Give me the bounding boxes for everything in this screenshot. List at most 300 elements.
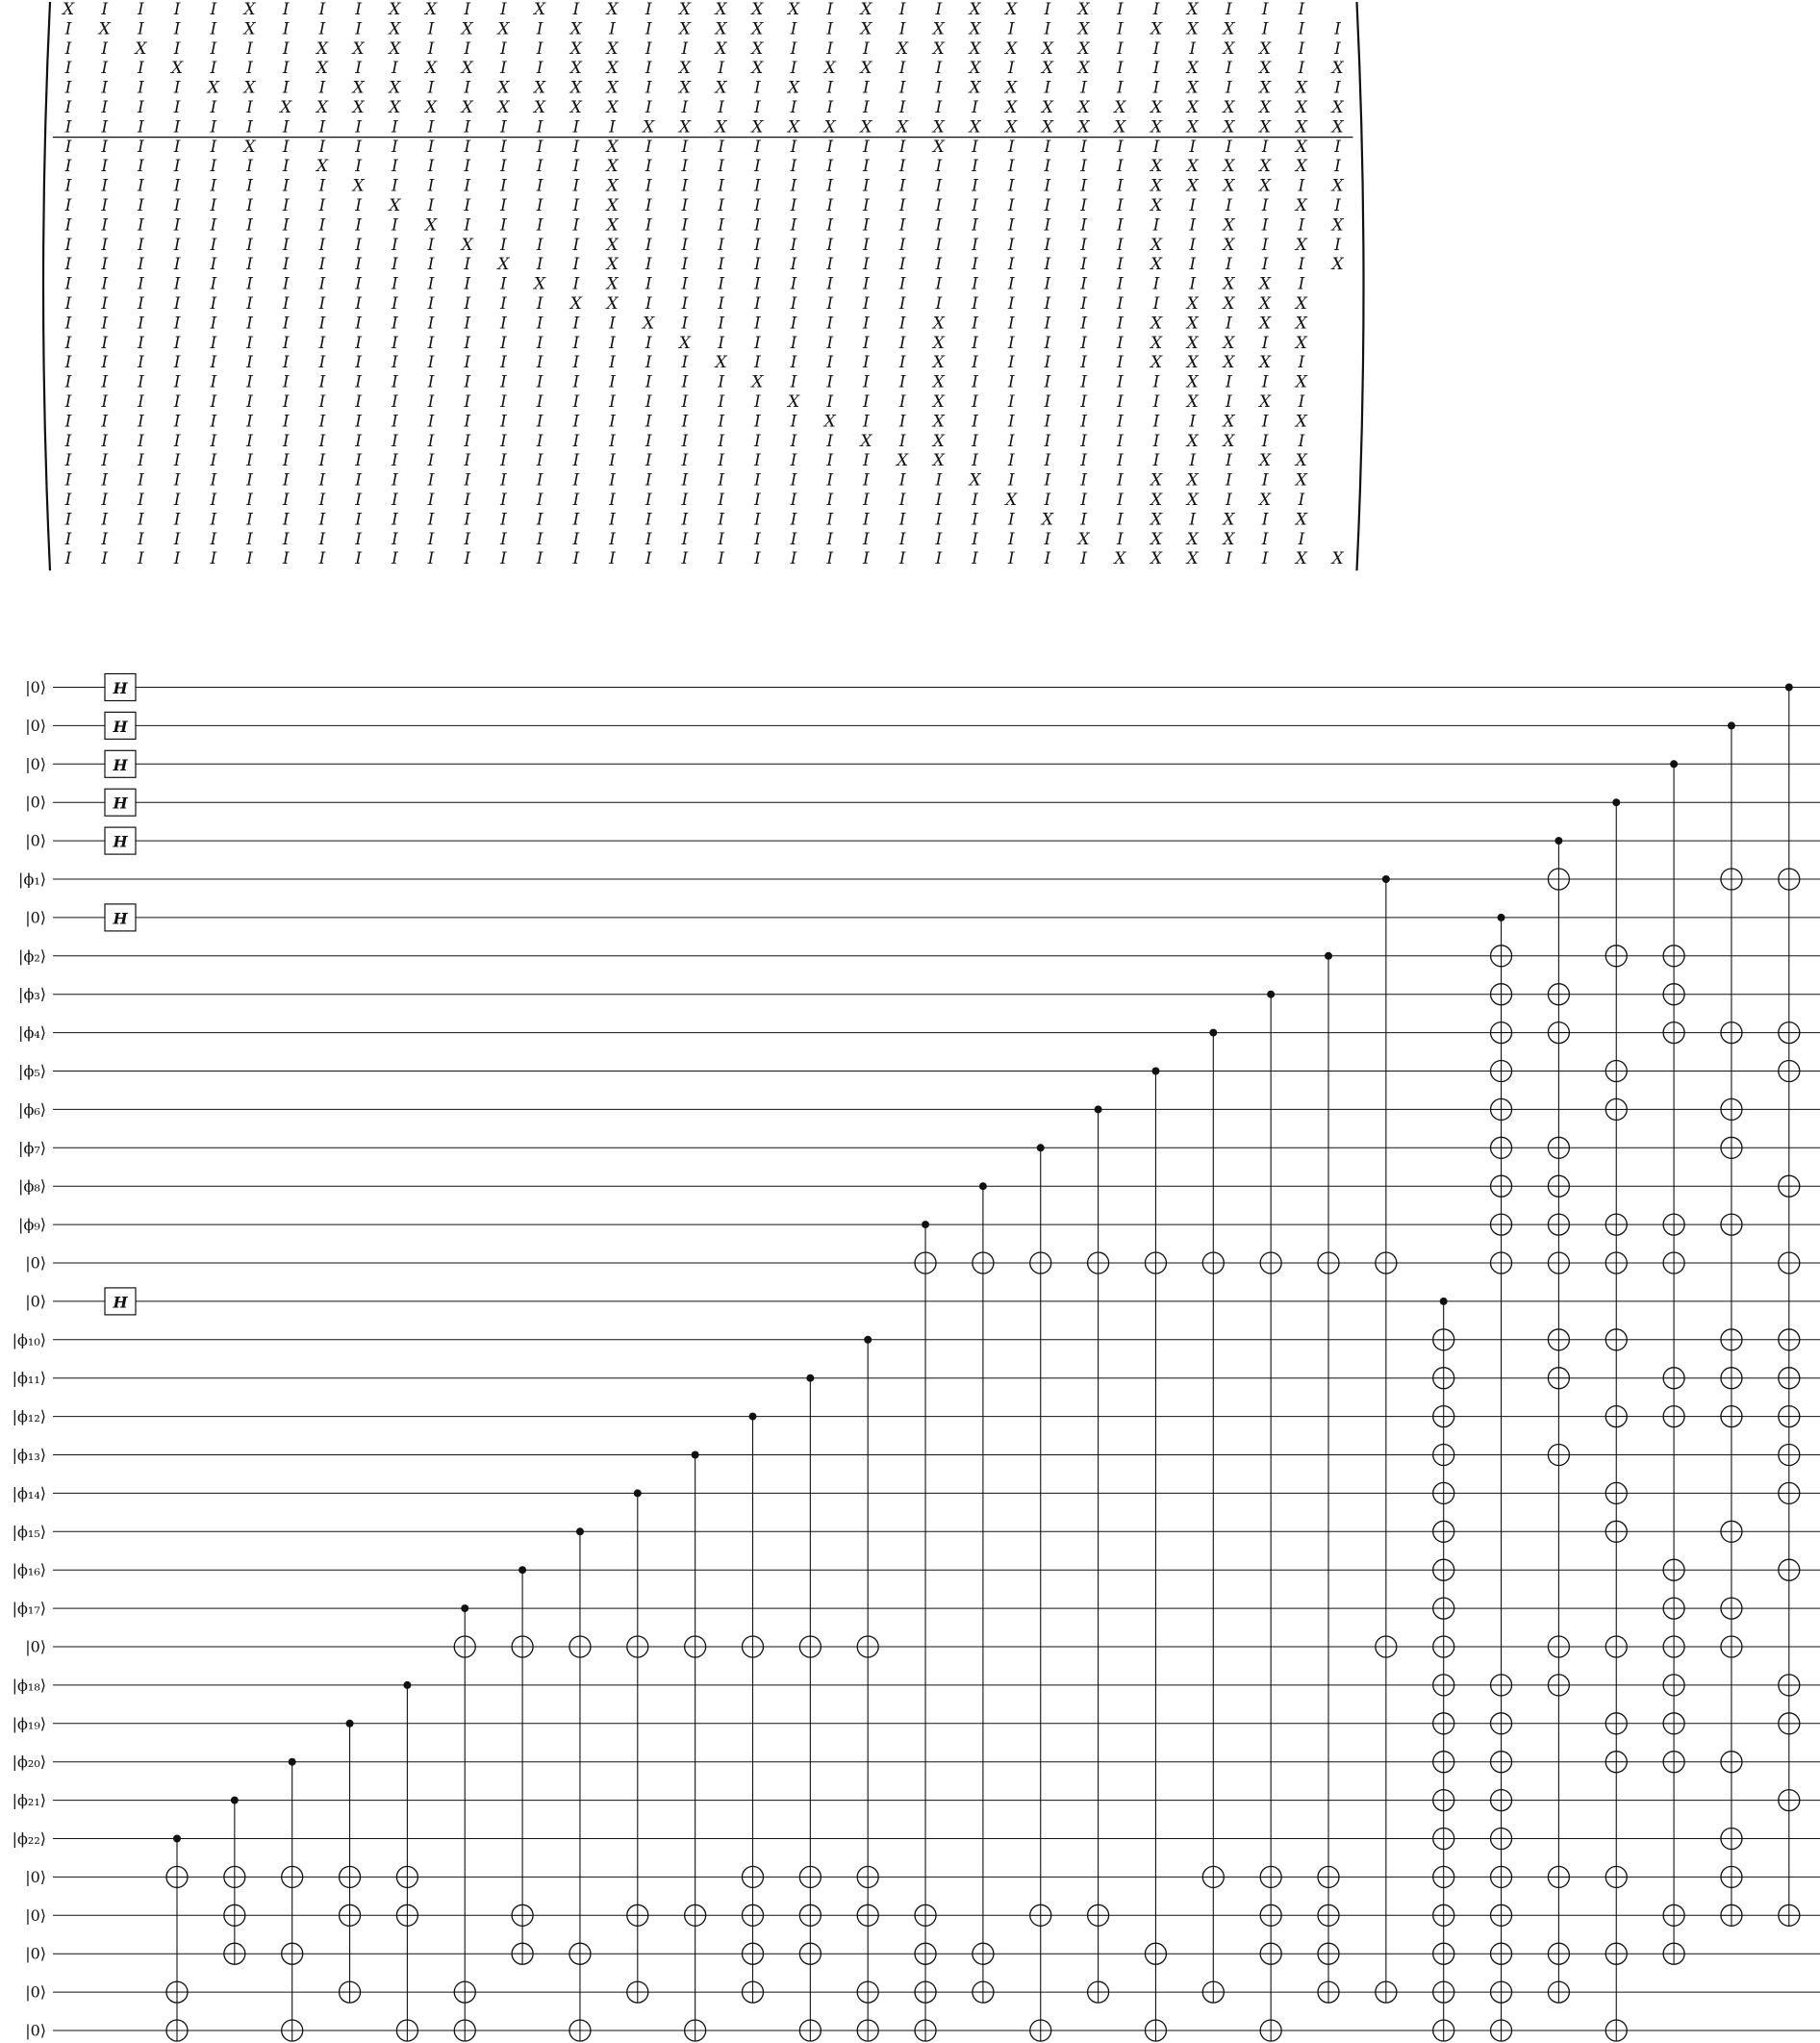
matrix-entry: I <box>609 510 616 530</box>
matrix-entry: I <box>173 215 181 236</box>
wire-label: |ϕ₉⟩ <box>18 1215 46 1234</box>
matrix-entry: I <box>681 137 689 157</box>
matrix-entry: I <box>609 392 616 412</box>
matrix-entry: X <box>534 274 546 294</box>
target-oplus <box>1318 1943 1339 1964</box>
matrix-entry: I <box>1080 431 1087 451</box>
matrix-entry: I <box>1044 372 1051 392</box>
matrix-entry: X <box>1186 59 1199 79</box>
cnot-gate <box>915 1221 936 2041</box>
matrix-entry: X <box>1223 117 1235 138</box>
matrix-entry: I <box>572 451 580 471</box>
matrix-entry: I <box>826 255 834 275</box>
matrix-entry: X <box>424 59 438 79</box>
matrix-entry: X <box>1295 98 1307 117</box>
cnot-gate <box>224 1797 245 1965</box>
target-oplus <box>1260 1904 1281 1926</box>
matrix-entry: I <box>282 176 290 196</box>
matrix-entry: I <box>355 215 362 236</box>
matrix-entry: I <box>572 470 580 491</box>
matrix-entry: I <box>536 137 543 157</box>
matrix-entry: I <box>1116 529 1124 549</box>
matrix-entry: I <box>935 529 943 549</box>
target-oplus <box>1721 1829 1742 1850</box>
matrix-entry: I <box>935 235 943 255</box>
matrix-entry: I <box>898 353 906 373</box>
matrix-entry: I <box>318 510 326 530</box>
target-oplus <box>857 2020 878 2041</box>
matrix-entry: I <box>1044 491 1051 510</box>
matrix-entry: X <box>1259 451 1272 471</box>
matrix-entry: X <box>461 235 473 255</box>
target-oplus <box>1663 1406 1684 1427</box>
matrix-entry: I <box>173 38 181 59</box>
matrix-entry: I <box>138 176 144 196</box>
matrix-entry: I <box>1044 235 1051 255</box>
matrix-entry: X <box>1295 333 1307 353</box>
matrix-entry: I <box>1080 215 1087 236</box>
matrix-entry: I <box>718 215 724 236</box>
matrix-entry: I <box>826 549 834 569</box>
target-oplus <box>1663 1214 1684 1235</box>
matrix-entry: I <box>1298 59 1305 79</box>
matrix-entry: X <box>1295 314 1307 334</box>
target-oplus <box>224 1866 245 1887</box>
matrix-entry: I <box>681 235 689 255</box>
matrix-entry: I <box>681 451 689 471</box>
matrix-entry: I <box>1226 78 1232 98</box>
matrix-entry: I <box>210 549 217 569</box>
matrix-entry: I <box>898 491 906 510</box>
target-oplus <box>1433 1329 1454 1350</box>
matrix-entry: I <box>1226 549 1232 569</box>
matrix-entry: X <box>1259 78 1272 98</box>
matrix-entry: X <box>606 274 619 294</box>
matrix-entry: I <box>1044 529 1051 549</box>
matrix-entry: I <box>863 98 870 117</box>
matrix-entry: I <box>753 235 761 255</box>
matrix-entry: X <box>62 0 75 19</box>
matrix-entry: I <box>173 529 181 549</box>
wire-label: |ϕ₄⟩ <box>18 1023 46 1043</box>
matrix-entry: I <box>1080 353 1087 373</box>
matrix-entry: I <box>681 491 689 510</box>
matrix-entry: I <box>1298 38 1305 59</box>
matrix-entry: I <box>101 314 109 334</box>
matrix-entry: I <box>1261 412 1269 432</box>
matrix-entry: I <box>898 392 906 412</box>
hadamard-gate <box>105 827 136 854</box>
matrix-entry: I <box>1116 176 1124 196</box>
matrix-entry: I <box>1007 510 1015 530</box>
matrix-entry: X <box>1223 333 1235 353</box>
target-oplus <box>224 1943 245 1964</box>
matrix-entry: I <box>1007 333 1015 353</box>
matrix-entry: I <box>64 392 72 412</box>
matrix-entry: X <box>1150 333 1163 353</box>
matrix-entry: I <box>282 491 290 510</box>
matrix-entry: I <box>753 412 761 432</box>
matrix-entry: X <box>1295 451 1307 471</box>
matrix-entry: I <box>718 491 724 510</box>
matrix-entry: I <box>173 117 181 138</box>
matrix-entry: I <box>355 412 362 432</box>
matrix-entry: I <box>210 510 217 530</box>
target-oplus <box>166 2020 188 2041</box>
matrix-entry: X <box>932 137 945 157</box>
matrix-entry: I <box>391 314 398 334</box>
matrix-entry: X <box>1150 491 1163 510</box>
matrix-entry: X <box>497 78 510 98</box>
matrix-entry: I <box>1226 470 1232 491</box>
matrix-entry: X <box>1077 19 1090 39</box>
matrix-entry: I <box>826 235 834 255</box>
matrix-entry: I <box>972 215 978 236</box>
matrix-entry: I <box>64 294 72 314</box>
matrix-entry: I <box>500 38 507 59</box>
matrix-entry: I <box>572 333 580 353</box>
matrix-entry: I <box>1080 78 1087 98</box>
matrix-entry: I <box>500 176 507 196</box>
matrix-entry: I <box>536 510 543 530</box>
matrix-entry: I <box>572 372 580 392</box>
matrix-entry: I <box>210 353 217 373</box>
matrix-entry: I <box>1116 274 1124 294</box>
matrix-entry: I <box>972 392 978 412</box>
target-oplus <box>1721 1406 1742 1427</box>
control-dot <box>979 1182 987 1190</box>
matrix-entry: I <box>355 392 362 412</box>
matrix-entry: I <box>1080 314 1087 334</box>
matrix-entry: I <box>972 412 978 432</box>
matrix-entry: I <box>645 353 652 373</box>
matrix-entry: I <box>826 176 834 196</box>
matrix-entry: X <box>1223 19 1235 39</box>
target-oplus <box>1605 1406 1627 1427</box>
matrix-entry: I <box>173 235 181 255</box>
matrix-entry: I <box>427 78 435 98</box>
matrix-entry: I <box>826 529 834 549</box>
matrix-entry: I <box>1226 0 1232 19</box>
matrix-entry: I <box>645 333 652 353</box>
matrix-entry: I <box>355 470 362 491</box>
target-oplus <box>799 1904 821 1926</box>
control-dot <box>461 1604 468 1612</box>
matrix-entry: X <box>461 59 473 79</box>
target-oplus <box>1202 1252 1224 1274</box>
matrix-entry: I <box>500 274 507 294</box>
matrix-entry: I <box>898 196 906 215</box>
cnot-gate <box>1030 1144 1051 2041</box>
matrix-entry: I <box>355 294 362 314</box>
matrix-entry: I <box>1044 215 1051 236</box>
matrix-entry: I <box>173 294 181 314</box>
matrix-entry: I <box>790 412 797 432</box>
matrix-entry: I <box>826 510 834 530</box>
matrix-entry: I <box>64 470 72 491</box>
target-oplus <box>1491 1943 1512 1964</box>
matrix-entry: I <box>790 38 797 59</box>
control-dot <box>1325 952 1332 960</box>
matrix-entry: I <box>318 314 326 334</box>
matrix-entry: I <box>572 176 580 196</box>
matrix-entry: I <box>1007 235 1015 255</box>
matrix-entry: X <box>860 117 872 138</box>
hadamard-label: H <box>113 1293 128 1312</box>
matrix-entry: X <box>1295 196 1307 215</box>
target-oplus <box>1721 1214 1742 1235</box>
target-oplus <box>1260 2020 1281 2041</box>
matrix-entry: I <box>1189 137 1197 157</box>
target-oplus <box>1548 1214 1569 1235</box>
matrix-entry: I <box>64 529 72 549</box>
matrix-entry: I <box>753 294 761 314</box>
matrix-entry: I <box>645 196 652 215</box>
matrix-entry: I <box>282 372 290 392</box>
matrix-entry: I <box>572 274 580 294</box>
target-oplus <box>1433 1368 1454 1389</box>
matrix-entry: X <box>606 255 619 275</box>
matrix-entry: I <box>138 353 144 373</box>
matrix-entry: X <box>389 78 401 98</box>
cnot-gate <box>1088 1105 1109 2003</box>
matrix-entry: I <box>1080 451 1087 471</box>
matrix-entry: I <box>282 19 290 39</box>
wire-label: |ϕ₂₂⟩ <box>12 1829 46 1848</box>
matrix-entry: I <box>826 333 834 353</box>
matrix-entry: I <box>681 38 689 59</box>
target-oplus <box>1548 1368 1569 1389</box>
matrix-entry: X <box>1150 117 1163 138</box>
matrix-entry: I <box>609 529 616 549</box>
matrix-entry: X <box>1114 549 1126 569</box>
matrix-entry: I <box>826 157 834 177</box>
matrix-entry: I <box>1116 59 1124 79</box>
matrix-entry: I <box>536 38 543 59</box>
matrix-entry: I <box>210 19 217 39</box>
matrix-entry: X <box>424 215 438 236</box>
matrix-entry: I <box>355 196 362 215</box>
control-dot <box>1037 1144 1045 1151</box>
matrix-entry: I <box>826 353 834 373</box>
matrix-entry: I <box>790 333 797 353</box>
matrix-entry: I <box>1044 176 1051 196</box>
matrix-entry: I <box>898 98 906 117</box>
matrix-entry: I <box>609 431 616 451</box>
matrix-entry: I <box>391 451 398 471</box>
matrix-entry: I <box>1189 38 1197 59</box>
matrix-entry: X <box>1186 117 1199 138</box>
matrix-entry: I <box>391 353 398 373</box>
matrix-entry: X <box>1259 157 1272 177</box>
target-oplus <box>1605 1252 1627 1274</box>
hadamard-gate <box>105 674 136 701</box>
matrix-entry: X <box>715 19 727 39</box>
matrix-entry: I <box>1261 255 1269 275</box>
control-dot <box>692 1451 699 1459</box>
matrix-entry: I <box>101 491 109 510</box>
matrix-entry: I <box>863 294 870 314</box>
target-oplus <box>569 1636 591 1657</box>
matrix-entry: I <box>318 117 326 138</box>
matrix-entry: X <box>787 0 800 19</box>
matrix-entry: X <box>606 235 619 255</box>
matrix-entry: I <box>536 451 543 471</box>
matrix-entry: I <box>645 529 652 549</box>
matrix-entry: I <box>355 491 362 510</box>
target-oplus <box>224 1904 245 1926</box>
matrix-entry: X <box>1295 412 1307 432</box>
target-oplus <box>512 1943 533 1964</box>
matrix-entry: I <box>355 117 362 138</box>
matrix-entry: I <box>282 38 290 59</box>
target-oplus <box>685 1904 706 1926</box>
matrix-entry: I <box>64 38 72 59</box>
target-oplus <box>340 1866 361 1887</box>
matrix-entry: I <box>790 470 797 491</box>
target-oplus <box>1030 1904 1051 1926</box>
matrix-entry: I <box>64 549 72 569</box>
target-oplus <box>1548 1943 1569 1964</box>
matrix-entry: I <box>138 372 144 392</box>
matrix-entry: I <box>645 470 652 491</box>
matrix-entry: X <box>751 0 764 19</box>
matrix-entry: I <box>645 157 652 177</box>
matrix-entry: I <box>935 176 943 196</box>
matrix-entry: X <box>606 215 619 236</box>
target-oplus <box>1779 1175 1800 1197</box>
matrix-entry: I <box>935 0 943 19</box>
matrix-entry: I <box>718 59 724 79</box>
wire-label: |0⟩ <box>25 1905 46 1925</box>
matrix-entry: I <box>138 431 144 451</box>
target-oplus <box>1721 1866 1742 1887</box>
matrix-entry: X <box>715 78 727 98</box>
target-oplus <box>799 2020 821 2041</box>
matrix-entry: I <box>173 549 181 569</box>
matrix-entry: I <box>898 431 906 451</box>
matrix-entry: I <box>972 137 978 157</box>
matrix-entry: X <box>534 78 546 98</box>
matrix-entry: X <box>1223 412 1235 432</box>
matrix-entry: I <box>1226 392 1232 412</box>
matrix-entry: X <box>606 196 619 215</box>
target-oplus <box>799 1636 821 1657</box>
matrix-entry: X <box>1186 392 1199 412</box>
target-oplus <box>1260 1866 1281 1887</box>
matrix-entry: I <box>246 353 253 373</box>
matrix-entry: X <box>606 176 619 196</box>
matrix-entry: X <box>678 19 691 39</box>
matrix-entry: I <box>64 98 72 117</box>
matrix-entry: I <box>1080 137 1087 157</box>
target-oplus <box>1491 1137 1512 1158</box>
matrix-entry: I <box>863 372 870 392</box>
matrix-entry: I <box>972 491 978 510</box>
target-oplus <box>1605 1482 1627 1503</box>
matrix-entry: I <box>935 157 943 177</box>
matrix-entry: X <box>1186 431 1199 451</box>
matrix-entry: I <box>863 235 870 255</box>
matrix-entry: I <box>246 176 253 196</box>
matrix-entry: X <box>678 117 691 138</box>
cnot-gate <box>973 1182 994 2003</box>
matrix-entry: I <box>318 176 326 196</box>
matrix-entry: I <box>718 196 724 215</box>
matrix-entry: I <box>391 470 398 491</box>
cnot-gate <box>1433 1298 1454 2041</box>
target-oplus <box>1433 1445 1454 1466</box>
matrix-entry: I <box>500 117 507 138</box>
target-oplus <box>1605 1214 1627 1235</box>
matrix-entry: I <box>427 196 435 215</box>
target-oplus <box>1145 2020 1166 2041</box>
matrix-entry: I <box>826 294 834 314</box>
matrix-entry: X <box>932 431 945 451</box>
matrix-entry: X <box>1186 353 1199 373</box>
matrix-entry: X <box>569 19 582 39</box>
matrix-entry: X <box>1150 196 1163 215</box>
matrix-entry: I <box>355 529 362 549</box>
matrix-entry: I <box>101 196 109 215</box>
matrix-entry: I <box>391 274 398 294</box>
matrix-entry: X <box>1295 137 1307 157</box>
matrix-entry: X <box>1186 19 1199 39</box>
matrix-entry: I <box>609 117 616 138</box>
matrix-entry: I <box>536 157 543 177</box>
matrix-entry: X <box>715 117 727 138</box>
matrix-entry: I <box>645 392 652 412</box>
cnot-gate <box>1145 1068 1166 2042</box>
matrix-entry: X <box>1295 470 1307 491</box>
matrix-entry: X <box>1077 98 1090 117</box>
target-oplus <box>1721 1022 1742 1044</box>
matrix-entry: I <box>101 117 109 138</box>
matrix-entry: X <box>389 0 401 19</box>
matrix-entry: I <box>1261 0 1269 19</box>
matrix-entry: I <box>1116 491 1124 510</box>
matrix-entry: I <box>972 314 978 334</box>
matrix-entry: I <box>1116 255 1124 275</box>
matrix-entry: I <box>753 274 761 294</box>
matrix-entry: X <box>643 314 655 334</box>
matrix-entry: I <box>790 529 797 549</box>
wire-label: |ϕ₃⟩ <box>18 985 46 1004</box>
matrix-entry: I <box>1334 157 1341 177</box>
matrix-entry: X <box>860 19 872 39</box>
matrix-entry: I <box>898 274 906 294</box>
matrix-entry: I <box>898 235 906 255</box>
wire-label: |ϕ₁₆⟩ <box>12 1560 46 1579</box>
matrix-entry: I <box>1116 412 1124 432</box>
matrix-entry: I <box>1261 372 1269 392</box>
hadamard-label: H <box>113 717 128 736</box>
matrix-entry: I <box>1044 19 1051 39</box>
target-oplus <box>1376 1981 1397 2003</box>
matrix-entry: X <box>1005 491 1018 510</box>
matrix-entry: I <box>282 392 290 412</box>
target-oplus <box>1491 1866 1512 1887</box>
matrix-entry: I <box>1298 392 1305 412</box>
matrix-entry: I <box>972 549 978 569</box>
target-oplus <box>1145 1252 1166 1274</box>
matrix-entry: I <box>863 412 870 432</box>
matrix-entry: I <box>1044 412 1051 432</box>
matrix-entry: I <box>1116 470 1124 491</box>
matrix-entry: I <box>718 235 724 255</box>
matrix-entry: I <box>1261 510 1269 530</box>
target-oplus <box>743 1636 764 1657</box>
